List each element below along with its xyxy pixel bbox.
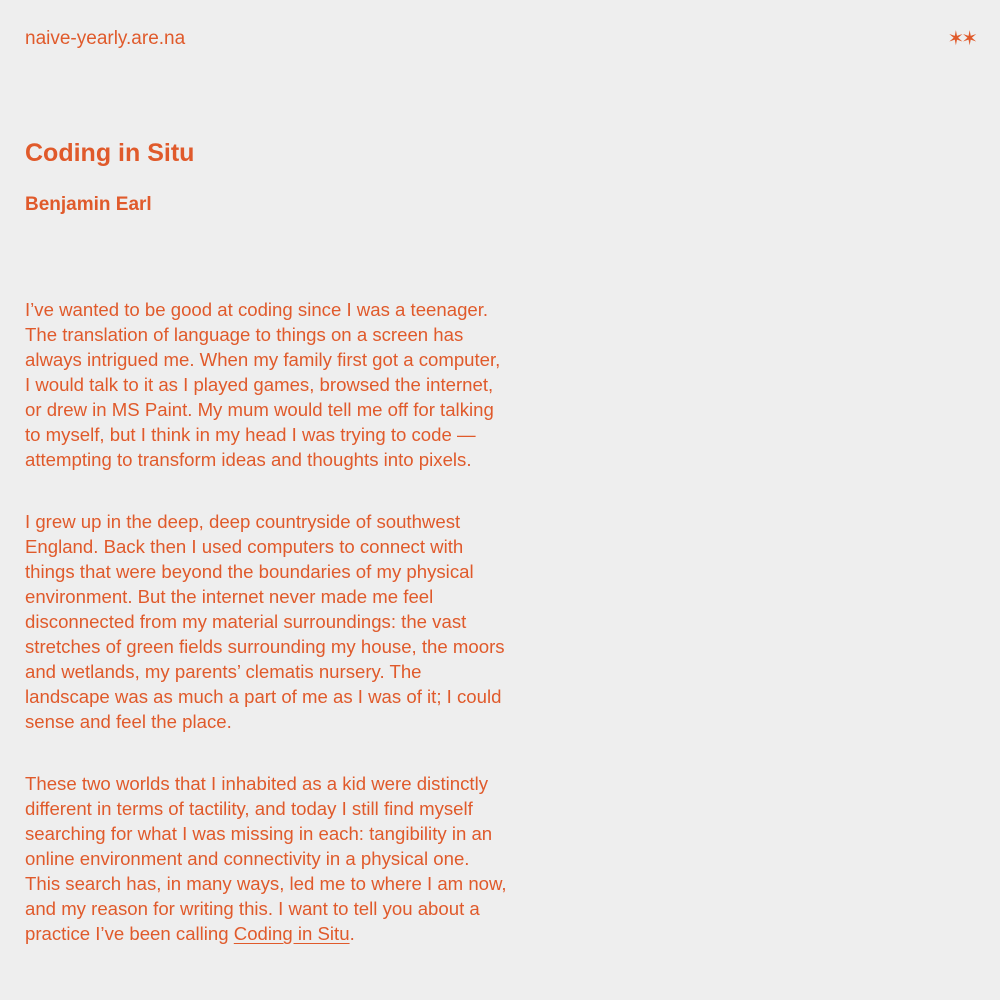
article-author: Benjamin Earl	[25, 194, 152, 215]
paragraph-text: These two worlds that I inhabited as a kid were distinctly different in terms of tactility, and today I still find myself searching for what I was missing in each: tangibility in an online environment and connectivity in a physical one. This search has, in many ways, led me to where I am now, and my reason for writing this. I want to tell you about a practice I’ve been calling	[25, 773, 507, 944]
article-paragraph: I grew up in the deep, deep countryside of southwest England. Back then I used computers to connect with things that were beyond the boundaries of my physical environment. But the internet never made me feel disconnected from my material surroundings: the vast stretches of green fields surrounding my house, the moors and wetlands, my parents’ clematis nursery. The landscape was as much a part of me as I was of it; I could sense and feel the place.	[25, 511, 505, 732]
article-paragraph: I’ve wanted to be good at coding since I was a teenager. The translation of language to things on a screen has always intrigued me. When my family first got a computer, I would talk to it as I played games, browsed the internet, or drew in MS Paint. My mum would tell me off for talking to myself, but I think in my head I was trying to code — attempting to transform ideas and thoughts into pixels.	[25, 299, 501, 470]
article-paragraph-last	[25, 771, 507, 946]
asterisk-menu-icon[interactable]: ✶✶	[947, 28, 975, 50]
article-title: Coding in Situ	[25, 139, 195, 167]
article-body	[25, 297, 507, 983]
coding-in-situ-link[interactable]: Coding in Situ	[233, 923, 350, 944]
paragraph-text-end: .	[349, 923, 355, 944]
site-home-link[interactable]: naive-yearly.are.na	[25, 28, 186, 49]
site-header	[25, 26, 975, 52]
